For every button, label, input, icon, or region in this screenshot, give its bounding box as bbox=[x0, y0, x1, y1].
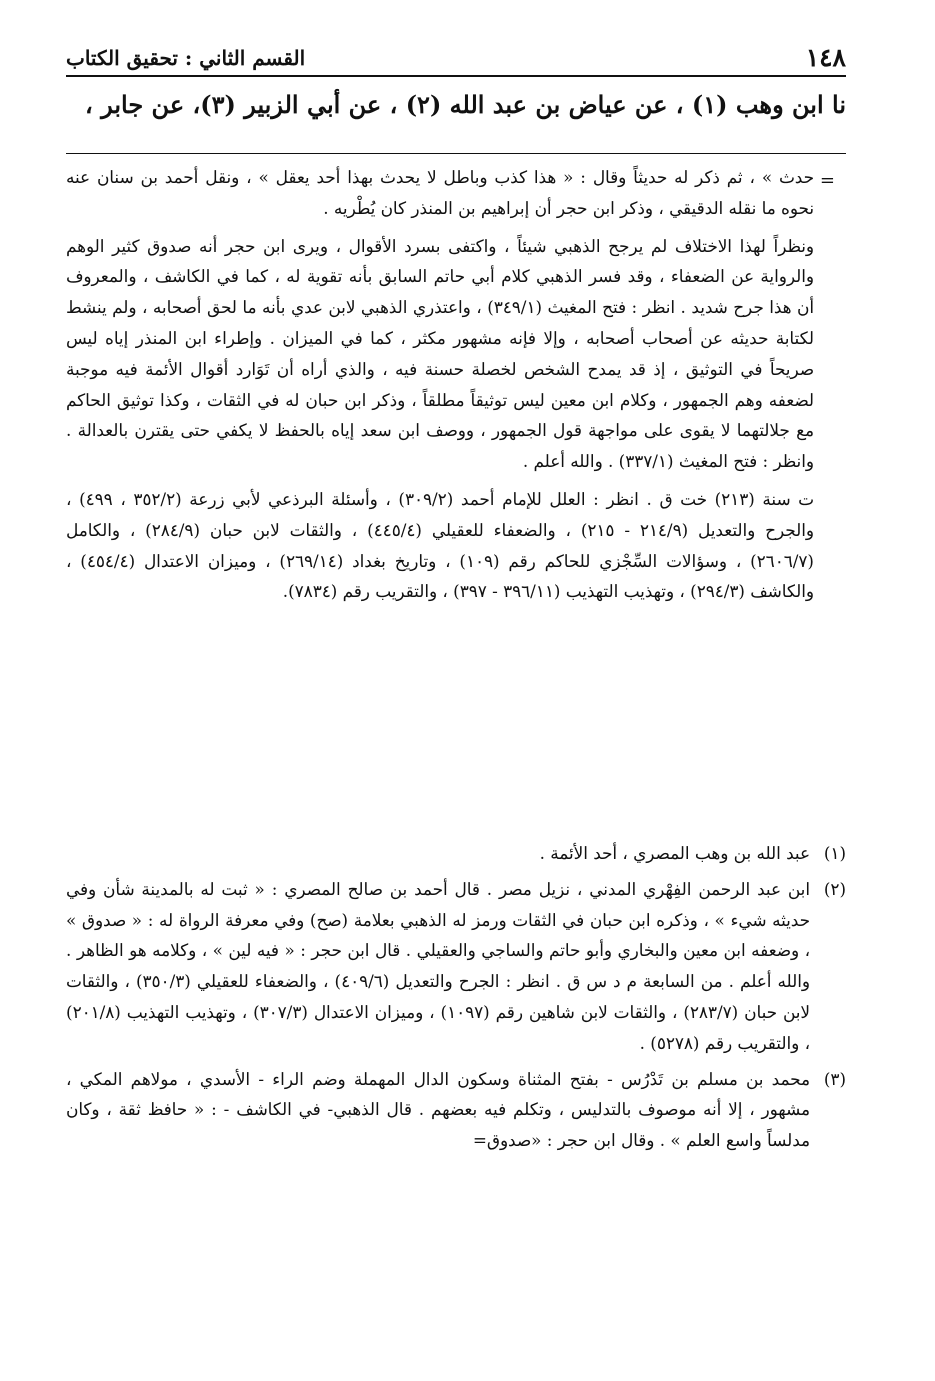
footnote-number: (٣) bbox=[823, 1068, 846, 1089]
commentary-paragraph: ونظراً لهذا الاختلاف لم يرجح الذهبي شيئاً ، واكتفى بسرد الأقوال ، ويرى ابن حجر أنه صدوق كثير الوهم والرواية عن الضعفاء ، وقد فسر الذهبي كلام أبي حاتم السابق بأنه تقوية له ، كما في الكاشف ، والمعروف أن هذا جرح شديد . انظر : فتح المغيث (٣٤٩/١) ، واعتذري الذهبي لابن عدي بأنه ما لحق أصحابه ، ولم ينشط لكتابة حديثه عن أصحاب أصحابه ، وإلا فإنه مشهور مكثر ، كما في الميزان . وإطراء ابن المنذر إياه ليس صريحاً في التوثيق ، إذ قد يمدح الشخص لخصلة حسنة فيه ، والذي أراه أن تَوَارد أقوال الأئمة فيه موجبة لضعفه وهم الجمهور ، وكلام ابن معين ليس توثيقاً مطلقاً ، وذكر ابن حبان له في الثقات ، وكذا توثيق الحاكم مع جلالتهما لا يقوى على مواجهة قول الجمهور ، ووصف ابن سعد إياه بالحفظ لا يكفي حتى يقترن بالعدالة . وانظر : فتح المغيث (٣٣٧/١) . والله أعلم . bbox=[66, 235, 814, 472]
footnote-text: عبد الله بن وهب المصري ، أحد الأئمة . bbox=[539, 843, 810, 863]
page-number: ١٤٨ bbox=[805, 43, 846, 72]
footnote bbox=[66, 838, 846, 869]
footnote bbox=[66, 874, 846, 1059]
footnotes bbox=[66, 838, 846, 1161]
main-text: نا ابن وهب (١) ، عن عياض بن عبد الله (٢) ، عن أبي الزبير (٣)، عن جابر ، bbox=[85, 90, 846, 119]
section-rule bbox=[66, 153, 846, 154]
commentary bbox=[66, 162, 814, 614]
page-header bbox=[66, 30, 846, 70]
footnote-text: ابن عبد الرحمن الفِهْري المدني ، نزيل مصر . قال أحمد بن صالح المصري : « ثبت له بالمدينة شأن وفي حديثه شيء » ، وذكره ابن حبان في الثقات ورمز له الذهبي بعلامة (صح) وفي معرفة الرواة له : « صدوق » ، وضعفه ابن معين والبخاري وأبو حاتم والساجي والعقيلي . قال ابن حجر : « فيه لين » ، وكلامه هو الظاهر . والله أعلم . من السابعة م د س ق . انظر : الجرح والتعديل (٤٠٩/٦) ، والضعفاء للعقيلي (٣٥٠/٣) ، والثقات لابن حبان (٢٨٣/٧) ، والثقات لابن شاهين رقم (١٠٩٧) ، وميزان الاعتدال (٣٠٧/٣) ، وتهذيب التهذيب (٢٠١/٨) ، والتقريب رقم (٥٢٧٨) . bbox=[66, 878, 810, 1053]
footnote-number: (١) bbox=[823, 843, 846, 863]
running-title: القسم الثاني : تحقيق الكتاب bbox=[66, 46, 306, 70]
footnote bbox=[66, 1064, 846, 1156]
footnote-number: (٢) bbox=[823, 878, 846, 899]
footnote-text: محمد بن مسلم بن تَدْرُس - بفتح المثناة وسكون الدال المهملة وضم الراء - الأسدي ، مولاهم المكي ، مشهور ، إلا أنه موصوف بالتدليس ، وتكلم فيه بعضهم . قال الذهبي- في الكاشف - : « حافظ ثقة ، وكان مدلساً واسع العلم » . وقال ابن حجر : «صدوق= bbox=[66, 1068, 810, 1151]
commentary-paragraph: ت سنة (٢١٣) خت ق . انظر : العلل للإمام أحمد (٣٠٩/٢) ، وأسئلة البرذعي لأبي زرعة (٣٥٢/٢ ، ٤٩٩) ، والجرح والتعديل (٢١٤/٩ - ٢١٥) ، والضعفاء للعقيلي (٤٤٥/٤) ، والثقات لابن حبان (٢٨٤/٩) ، والكامل (٢٦٠٦/٧) ، وسؤالات السِّجْزي للحاكم رقم (١٠٩) ، وتاريخ بغداد (٢٦٩/١٤) ، وميزان الاعتدال (٤٥٤/٤) ، والكاشف (٢٩٤/٣) ، وتهذيب التهذيب (٣٩٦/١١ - ٣٩٧) ، والتقريب رقم (٧٨٣٤). bbox=[66, 488, 814, 602]
commentary-paragraph: حدث » ، ثم ذكر له حديثاً وقال : « هذا كذب وباطل لا يحدث بهذا أحد يعقل » ، ونقل أحمد بن سنان عنه نحوه ما نقله الدقيقي ، وذكر ابن حجر أن إبراهيم بن المنذر كان يُطْريه . bbox=[66, 167, 814, 218]
header-rule bbox=[66, 75, 846, 77]
continuation-marker: = bbox=[819, 170, 835, 191]
